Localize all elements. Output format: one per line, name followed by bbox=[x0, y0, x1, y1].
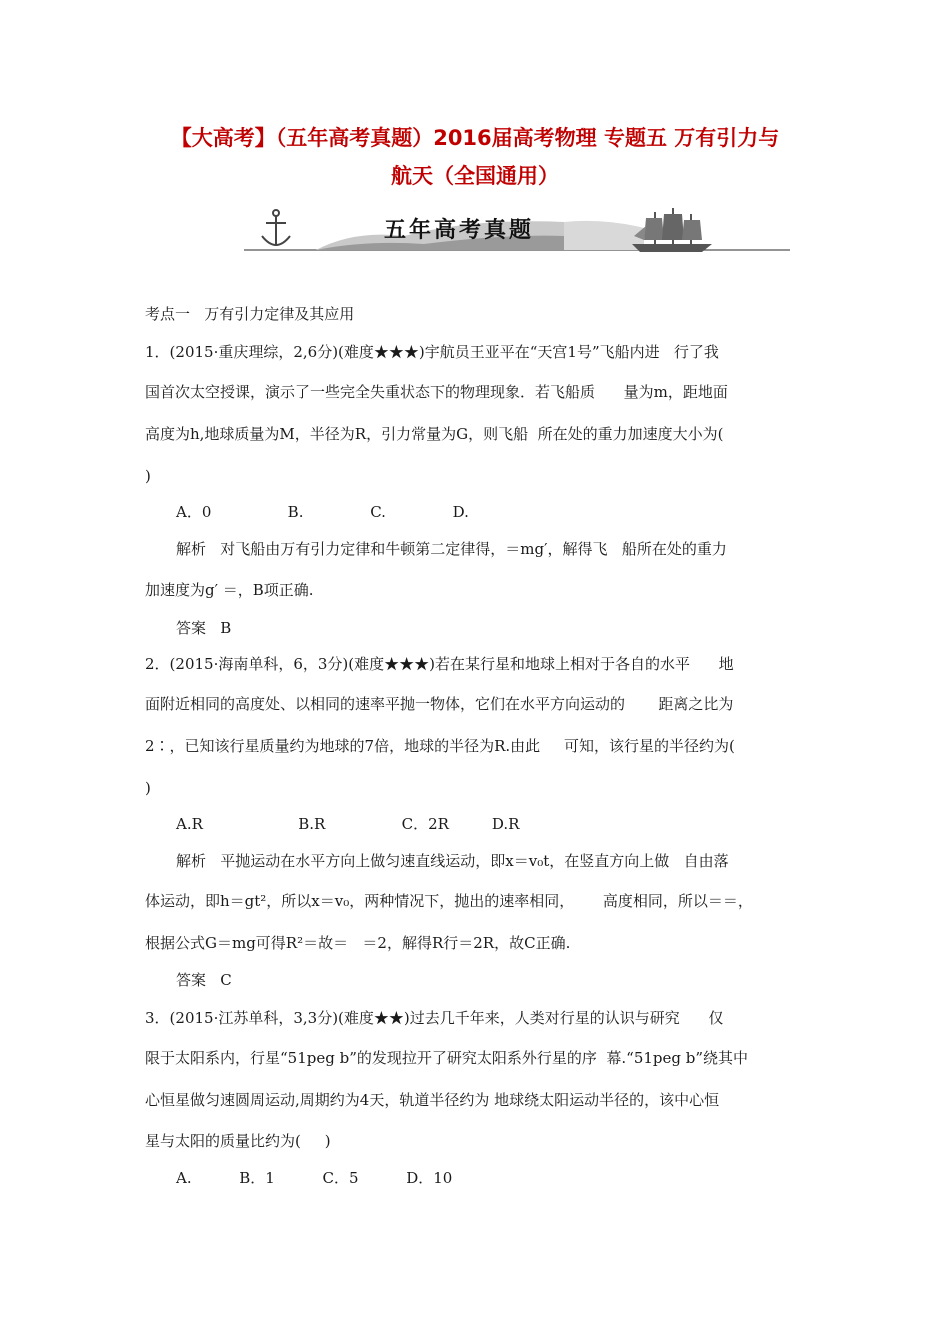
q2-line-3: 2∶，已知该行星质量约为地球的7倍，地球的半径为R.由此 可知，该行星的半径约为( bbox=[145, 737, 735, 755]
q3-line-3: 心恒星做匀速圆周运动,周期约为4天，轨道半径约为 地球绕太阳运动半径的，该中心恒 bbox=[145, 1091, 720, 1109]
q3-options: A. B．1 C．5 D．10 bbox=[176, 1169, 453, 1187]
anchor-icon bbox=[262, 210, 290, 246]
q1-line-2: 国首次太空授课，演示了一些完全失重状态下的物理现象．若飞船质 量为m，距地面 bbox=[145, 383, 728, 401]
q3-line-1: 3．(2015·江苏单科，3,3分)(难度★★)过去几千年来，人类对行星的认识与研究 仅 bbox=[145, 1009, 724, 1027]
q2-options: A.R B.R C．2R D.R bbox=[176, 815, 520, 833]
document-title-line-2: 航天（全国通用） bbox=[391, 164, 559, 188]
q3-line-2: 限于太阳系内，行星“51peg b”的发现拉开了研究太阳系外行星的序 幕.“51peg b”绕其中 bbox=[145, 1049, 749, 1067]
q1-line-3: 高度为h,地球质量为M，半径为R，引力常量为G，则飞船 所在处的重力加速度大小为( bbox=[145, 425, 724, 443]
q2-analysis-3: 根据公式G＝mg可得R²＝故＝ ＝2，解得R行＝2R，故C正确. bbox=[145, 934, 571, 952]
q2-line-1: 2．(2015·海南单科，6，3分)(难度★★★)若在某行星和地球上相对于各自的水平 地 bbox=[145, 655, 734, 673]
q1-analysis-2: 加速度为g′ ＝，B项正确. bbox=[145, 581, 314, 599]
ship-icon bbox=[632, 208, 712, 252]
q2-answer: 答案 C bbox=[176, 971, 232, 989]
q2-analysis-2: 体运动，即h＝gt²，所以x＝v₀，两种情况下，抛出的速率相同， 高度相同，所以＝＝， bbox=[145, 892, 753, 910]
q1-options: A．0 B. C. D. bbox=[176, 503, 469, 521]
q1-answer: 答案 B bbox=[176, 619, 232, 637]
q2-line-4: ) bbox=[145, 779, 151, 797]
document-title-line-1: 【大高考】（五年高考真题）2016届高考物理 专题五 万有引力与 bbox=[170, 126, 780, 150]
q1-analysis-1: 解析 对飞船由万有引力定律和牛顿第二定律得，＝mg′，解得飞 船所在处的重力 bbox=[176, 540, 727, 558]
section-heading: 考点一 万有引力定律及其应用 bbox=[145, 305, 355, 323]
banner-label: 五年高考真题 bbox=[384, 218, 535, 243]
q1-line-4: ) bbox=[145, 467, 151, 485]
q2-line-2: 面附近相同的高度处、以相同的速率平抛一物体，它们在水平方向运动的 距离之比为 bbox=[145, 695, 734, 713]
q2-analysis-1: 解析 平抛运动在水平方向上做匀速直线运动，即x＝v₀t，在竖直方向上做 自由落 bbox=[176, 852, 729, 870]
q1-line-1: 1．(2015·重庆理综，2,6分)(难度★★★)宇航员王亚平在“天宫1号”飞船内进 行了我 bbox=[145, 343, 719, 361]
q3-line-4: 星与太阳的质量比约为( ) bbox=[145, 1132, 331, 1150]
